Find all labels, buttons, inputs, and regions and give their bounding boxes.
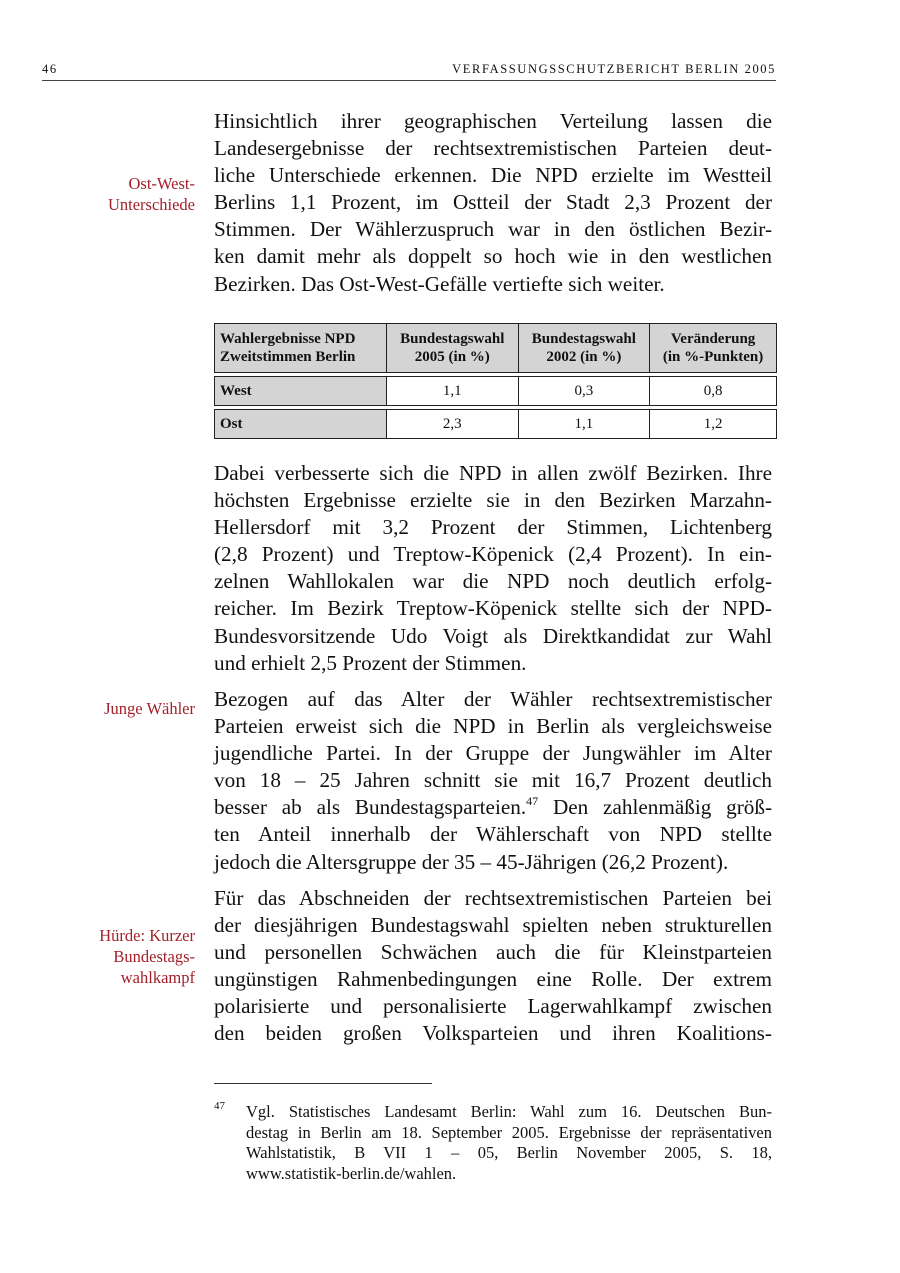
margin-note-huerde	[65, 925, 195, 988]
running-title: VERFASSUNGSSCHUTZBERICHT BERLIN 2005	[452, 62, 776, 76]
footnote	[214, 1102, 772, 1184]
paragraph-district-results	[214, 460, 772, 677]
text-line: und personellen Schwächen auch die für Kleinstparteien	[214, 940, 772, 965]
text-line: Bezirken. Das Ost-West-Gefälle vertiefte sich weiter.	[214, 271, 665, 296]
table-cell: Ost	[215, 410, 387, 439]
text-line: Hellersdorf mit 3,2 Prozent der Stimmen, Lichtenberg	[214, 515, 772, 540]
table-header: Veränderung (in %-Punkten)	[650, 324, 777, 373]
text-line: (2,8 Prozent) und Treptow-Köpenick (2,4 Prozent). In ein-	[214, 542, 772, 567]
footnote-line: destag in Berlin am 18. September 2005. Ergebnisse der repräsentativen	[246, 1122, 772, 1142]
text-line: zelnen Wahllokalen war die NPD noch deutlich erfolg-	[214, 569, 772, 594]
text-line: Bundesvorsitzende Udo Voigt als Direktkandidat zur Wahl	[214, 623, 772, 648]
footnote-line: www.statistik-berlin.de/wahlen.	[246, 1163, 457, 1183]
text-line: Berlins 1,1 Prozent, im Ostteil der Stadt 2,3 Prozent der	[214, 190, 772, 215]
election-results-table	[214, 323, 777, 439]
footnote-line: Wahlstatistik, B VII 1 – 05, Berlin November 2005, S. 18,	[246, 1143, 772, 1162]
text-line: polarisierte und personalisierte Lagerwahlkampf zwischen	[214, 994, 772, 1019]
table-row	[215, 377, 777, 406]
table-cell: 0,8	[650, 377, 777, 406]
margin-note-line: Hürde: Kurzer	[99, 926, 195, 945]
text-line: höchsten Ergebnisse erzielte sie in den Bezirken Marzahn-	[214, 488, 772, 513]
text-line: von 18 – 25 Jahren schnitt sie mit 16,7 Prozent deutlich	[214, 768, 772, 793]
margin-note-junge-waehler	[65, 698, 195, 719]
text-line: ken damit mehr als doppelt so hoch wie in den westlichen	[214, 244, 772, 269]
text-line: jugendliche Partei. In der Gruppe der Jungwähler im Alter	[214, 741, 772, 766]
text-line: ungünstigen Rahmenbedingungen eine Rolle. Der extrem	[214, 967, 772, 992]
margin-note-ost-west	[65, 173, 195, 215]
text-line: Landesergebnisse der rechtsextremistischen Parteien deut-	[214, 136, 772, 161]
footnote-separator	[214, 1083, 432, 1084]
table-cell: 0,3	[518, 377, 650, 406]
table-header: Wahlergebnisse NPD Zweitstimmen Berlin	[215, 324, 387, 373]
text-line: und erhielt 2,5 Prozent der Stimmen.	[214, 650, 527, 675]
text-line: besser ab als Bundestagsparteien.$^{47}$ Den zahlenmäßig größ-	[214, 794, 773, 820]
text-line: jedoch die Altersgruppe der 35 – 45-Jährigen (26,2 Prozent).	[214, 849, 729, 874]
text-line: liche Unterschiede erkennen. Die NPD erzielte im Westteil	[214, 163, 772, 188]
text-line: der diesjährigen Bundestagswahl spielten neben strukturellen	[214, 913, 772, 938]
paragraph-geographic-distribution	[214, 108, 772, 298]
footnote-line: Vgl. Statistisches Landesamt Berlin: Wahl zum 16. Deutschen Bun-	[246, 1102, 772, 1121]
table-cell: 1,1	[518, 410, 650, 439]
margin-note-line: Bundestags-	[113, 947, 195, 966]
text-line: Stimmen. Der Wählerzuspruch war in den östlichen Bezir-	[214, 217, 772, 242]
paragraph-young-voters	[214, 686, 772, 876]
text-line: den beiden großen Volksparteien und ihren Koalitions-	[214, 1021, 772, 1046]
paragraph-election-hurdle	[214, 885, 772, 1048]
text-line: Parteien erweist sich die NPD in Berlin als vergleichsweise	[214, 714, 772, 739]
table-row	[215, 410, 777, 439]
margin-note-line: Ost-West-	[128, 174, 195, 193]
text-line: ten Anteil innerhalb der Wählerschaft von NPD stellte	[214, 822, 772, 847]
margin-note-line: Junge Wähler	[104, 699, 195, 718]
table-cell: 1,1	[387, 377, 519, 406]
text-line: Bezogen auf das Alter der Wähler rechtsextremistischer	[214, 687, 772, 711]
margin-note-line: Unterschiede	[107, 195, 195, 214]
table-cell: 1,2	[650, 410, 777, 439]
footnote-reference: 47	[526, 794, 539, 809]
table-header: Bundestagswahl 2005 (in %)	[387, 324, 519, 373]
text-line: Hinsichtlich ihrer geographischen Verteilung lassen die	[214, 109, 772, 133]
text-line: Dabei verbesserte sich die NPD in allen zwölf Bezirken. Ihre	[214, 461, 772, 485]
margin-note-line: wahlkampf	[120, 968, 195, 987]
table-cell: West	[215, 377, 387, 406]
page-number: 46	[42, 62, 58, 76]
text-line: reicher. Im Bezirk Treptow-Köpenick stellte sich der NPD-	[214, 596, 772, 621]
footnote-number: 47	[214, 1100, 225, 1112]
table-cell: 2,3	[387, 410, 519, 439]
text-line: Für das Abschneiden der rechtsextremistischen Parteien bei	[214, 886, 772, 910]
running-header	[42, 60, 776, 81]
table-header-row	[215, 324, 777, 373]
table-header: Bundestagswahl 2002 (in %)	[518, 324, 650, 373]
